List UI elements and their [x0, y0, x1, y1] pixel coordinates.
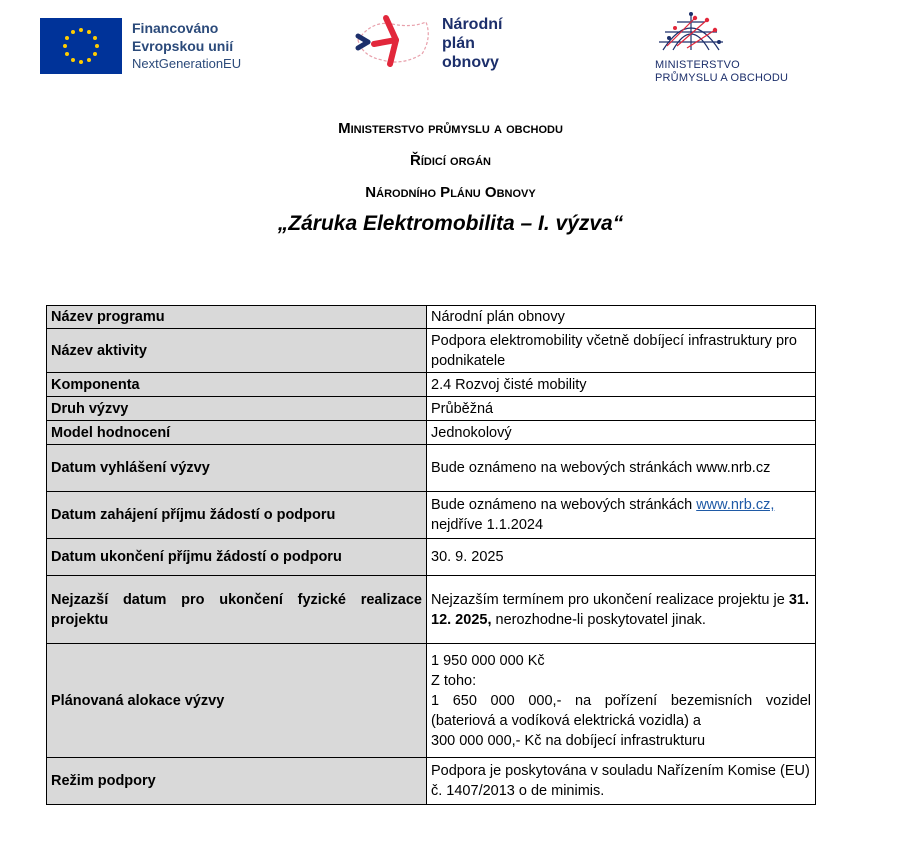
ministry-heading: Ministerstvo průmyslu a obchodu [338, 120, 563, 137]
table-row [47, 306, 816, 329]
row-value: Národní plán obnovy [427, 306, 816, 329]
row-value: 2.4 Rozvoj čisté mobility [427, 373, 816, 397]
allocation-line: 1 950 000 000 Kč [431, 652, 545, 669]
call-info-table [46, 305, 816, 805]
row-value: Podpora elektromobility včetně dobíjecí infrastruktury pro podnikatele [427, 329, 816, 373]
row-value-prefix: Bude oznámeno na webových stránkách [431, 497, 697, 513]
table-row [47, 421, 816, 445]
row-value [427, 576, 816, 644]
table-row [47, 445, 816, 492]
row-label: Datum vyhlášení výzvy [47, 445, 427, 492]
eu-logo-line3: NextGenerationEU [132, 56, 242, 71]
table-row [47, 329, 816, 373]
row-value: Podpora je poskytována v souladu Nařízením Komise (EU) č. 1407/2013 o de minimis. [427, 758, 816, 805]
row-label: Model hodnocení [47, 421, 427, 445]
row-label: Režim podpory [47, 758, 427, 805]
mpo-logo-line2: PRŮMYSLU A OBCHODU [655, 72, 789, 84]
deadline-date: 31. 12. 2025, [431, 591, 809, 628]
row-value-suffix: nerozhodne-li poskytovatel jinak. [491, 611, 706, 628]
npo-logo-line2: plán [442, 34, 475, 52]
row-value: Jednokolový [427, 421, 816, 445]
row-value-suffix: nejdříve 1.1.2024 [431, 517, 544, 533]
nrb-link[interactable]: www.nrb.cz, [696, 497, 775, 513]
authority-heading: Řídicí orgán [410, 152, 491, 169]
row-value [427, 492, 816, 539]
eu-logo-line1: Financováno [132, 20, 219, 36]
row-value: 30. 9. 2025 [427, 539, 816, 576]
eu-flag-icon [40, 18, 122, 74]
npo-logo [352, 10, 502, 76]
document-title: „Záruka Elektromobilita – I. výzva“ [277, 212, 624, 235]
table-row [47, 539, 816, 576]
row-label: Datum ukončení příjmu žádostí o podporu [47, 539, 427, 576]
mpo-logo [655, 12, 788, 85]
row-value: Průběžná [427, 397, 816, 421]
table-row [47, 492, 816, 539]
table-row [47, 644, 816, 758]
table-row [47, 373, 816, 397]
row-label: Plánovaná alokace výzvy [47, 644, 427, 758]
row-label: Datum zahájení příjmu žádostí o podporu [47, 492, 427, 539]
row-label: Název programu [47, 306, 427, 329]
plan-heading: Národního Plánu Obnovy [365, 184, 536, 201]
npo-mark-icon [352, 10, 436, 76]
table-row [47, 576, 816, 644]
row-label: Název aktivity [47, 329, 427, 373]
row-label: Komponenta [47, 373, 427, 397]
row-value-prefix: Nejzazším termínem pro ukončení realizace projektu je [431, 591, 789, 608]
allocation-line: Z toho: [431, 672, 477, 689]
table-row [47, 758, 816, 805]
row-value: Bude oznámeno na webových stránkách www.nrb.cz [427, 445, 816, 492]
mpo-globe-icon [655, 12, 727, 52]
logo-row [0, 0, 901, 95]
row-label: Nejzazší datum pro ukončení fyzické realizace projektu [47, 576, 427, 644]
table-row [47, 397, 816, 421]
mpo-logo-line1: MINISTERSTVO [655, 59, 740, 71]
eu-logo-line2: Evropskou unií [132, 38, 234, 54]
allocation-line: 300 000 000,- Kč na dobíjecí infrastrukturu [431, 732, 706, 749]
row-value [427, 644, 816, 758]
eu-logo [40, 18, 241, 74]
row-label: Druh výzvy [47, 397, 427, 421]
allocation-line: 1 650 000 000,- na pořízení bezemisních vozidel (bateriová a vodíková elektrická vozidla) a [431, 692, 811, 729]
npo-logo-line1: Národní [442, 15, 503, 33]
npo-logo-line3: obnovy [442, 53, 499, 71]
